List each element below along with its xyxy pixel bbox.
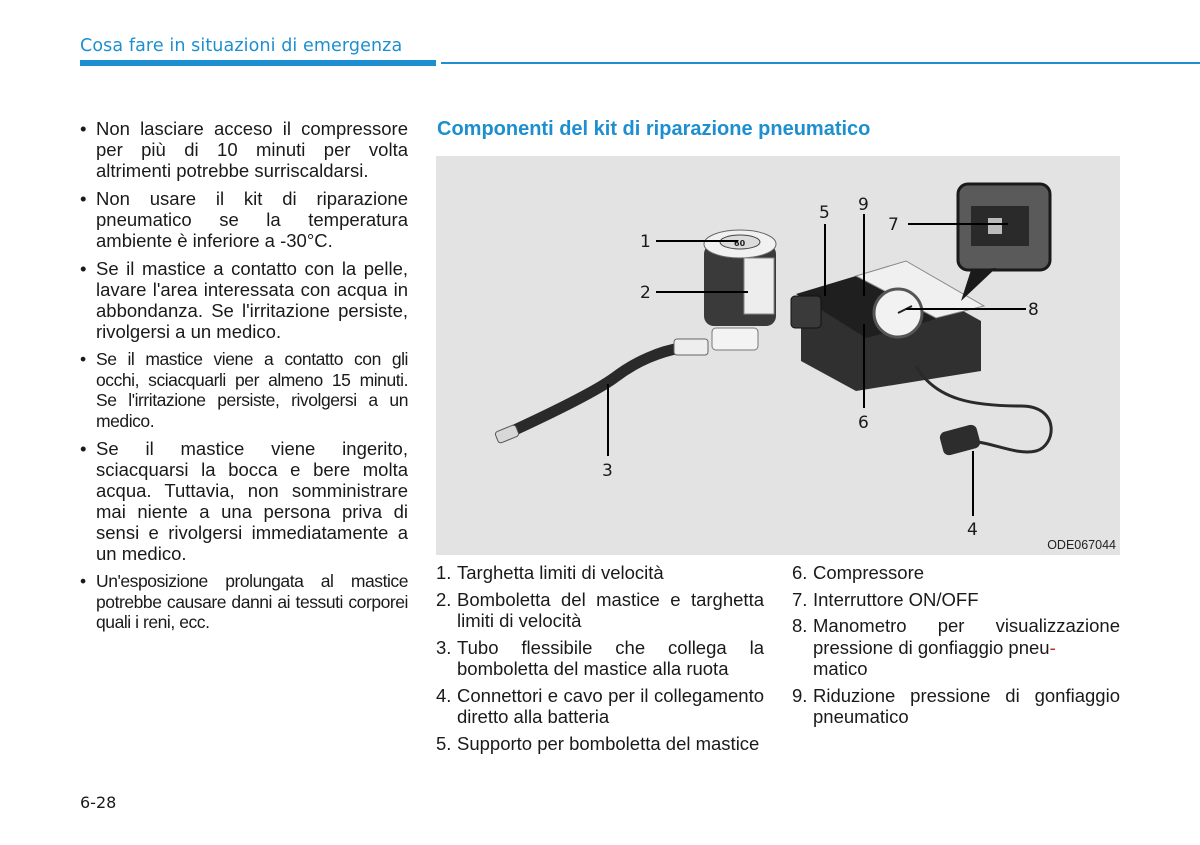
legend-item	[436, 589, 764, 632]
legend-number: 1.	[436, 562, 452, 583]
legend-text-main: Manometro per visualizzazione pressione di gonfiaggio pneu	[813, 615, 1120, 658]
legend-number: 7.	[792, 588, 808, 610]
legend-text: Compressore	[813, 562, 925, 583]
callout-1: 1	[640, 232, 651, 252]
hose-tip-illustration	[495, 424, 520, 443]
hyphen-mark: -	[1049, 636, 1056, 658]
page-number: 6-28	[80, 793, 117, 812]
callout-3: 3	[602, 461, 613, 481]
legend-number: 5.	[436, 732, 452, 754]
repair-kit-figure	[436, 156, 1120, 555]
callout-7: 7	[888, 215, 899, 235]
sealant-bottle-label	[744, 258, 774, 314]
header-rule-thick	[80, 60, 436, 66]
figure-image-code: ODE067044	[1047, 538, 1116, 552]
hose-connector-illustration	[674, 339, 708, 355]
legend-text	[813, 615, 1120, 680]
bullet-item: • Un'esposizione prolungata al mastice potrebbe causare danni ai tessuti corporei quali i reni, ecc.	[78, 571, 408, 633]
repair-kit-illustration	[436, 156, 1120, 555]
bullet-item: • Se il mastice viene ingerito, sciacquarsi la bocca e bere molta acqua. Tuttavia, non somministrare mai niente a una persona priva di sensi e rivolgersi immediatamente a un medico.	[78, 438, 408, 564]
hose-illustration	[506, 348, 681, 434]
warning-bullets-column	[78, 118, 408, 640]
legend-text: Targhetta limiti di velocità	[457, 562, 664, 583]
bullet-item: • Non usare il kit di riparazione pneumatico se la temperatura ambiente è inferiore a -30°C.	[78, 188, 408, 251]
legend-item	[792, 589, 1120, 611]
bullet-item: • Non lasciare acceso il compressore per più di 10 minuti per volta altrimenti potrebbe surriscaldarsi.	[78, 118, 408, 181]
legend-text: Bomboletta del mastice e targhetta limiti di velocità	[457, 588, 764, 631]
bottle-cap-label: 60	[734, 239, 746, 248]
legend-text: Interruttore ON/OFF	[813, 588, 979, 610]
bottle-holder-illustration	[791, 296, 821, 328]
warning-bullet-list	[78, 118, 408, 633]
power-plug-illustration	[939, 423, 982, 456]
legend-item	[436, 733, 764, 755]
figure-legend-right	[792, 562, 1120, 733]
bullet-item: • Se il mastice a contatto con la pelle, lavare l'area interessata con acqua in abbondanza. Se l'irritazione persiste, rivolgersi a un medico.	[78, 258, 408, 342]
legend-number: 4.	[436, 684, 452, 706]
callout-5: 5	[819, 203, 830, 223]
legend-text: Tubo flessibile che collega la bomboletta del mastice alla ruota	[457, 636, 764, 679]
switch-inset-pointer	[961, 268, 996, 301]
legend-number: 6.	[792, 562, 808, 583]
legend-item	[436, 637, 764, 680]
figure-section-title: Componenti del kit di riparazione pneumatico	[437, 118, 871, 140]
legend-number: 9.	[792, 684, 808, 706]
legend-text: Supporto per bomboletta del mastice	[457, 732, 760, 754]
callout-2: 2	[640, 283, 651, 303]
callout-8: 8	[1028, 300, 1039, 320]
section-header-title: Cosa fare in situazioni di emergenza	[80, 36, 403, 56]
callout-4: 4	[967, 520, 978, 540]
figure-legend-left	[436, 562, 764, 759]
callout-9: 9	[858, 195, 869, 215]
legend-item	[792, 615, 1120, 680]
legend-item	[436, 562, 764, 584]
hose-valve-illustration	[712, 328, 758, 350]
power-cable-illustration	[916, 366, 1051, 452]
legend-item	[792, 685, 1120, 728]
legend-number: 8.	[792, 615, 808, 636]
legend-text: Riduzione pressione di gonfiaggio pneumatico	[813, 684, 1120, 727]
header-rule-thin	[441, 62, 1200, 64]
callout-6: 6	[858, 413, 869, 433]
legend-text-continuation: matico	[813, 658, 868, 679]
bullet-item: • Se il mastice viene a contatto con gli occhi, sciacquarli per almeno 15 minuti. Se l'irritazione persiste, rivolgersi a un medico.	[78, 349, 408, 431]
switch-inset-button	[988, 218, 1002, 234]
legend-item	[436, 685, 764, 728]
legend-item	[792, 562, 1120, 584]
legend-text: Connettori e cavo per il collegamento diretto alla batteria	[457, 684, 764, 727]
legend-number: 2.	[436, 588, 452, 610]
legend-number: 3.	[436, 636, 452, 658]
